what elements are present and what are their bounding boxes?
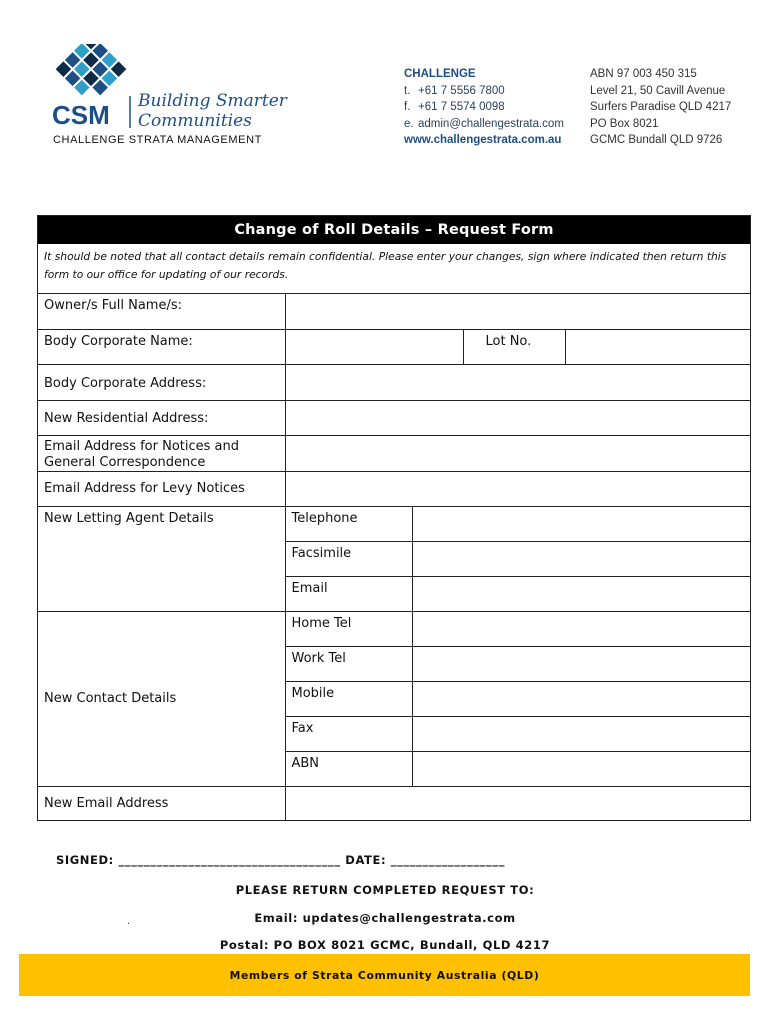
lot-field[interactable] (565, 329, 750, 364)
email-notices-field[interactable] (285, 435, 750, 471)
logo-abbrev: CSM (52, 100, 110, 130)
email-notices-label: Email Address for Notices and General Correspondence (38, 435, 285, 471)
abn-label: ABN (285, 751, 412, 786)
address-block (590, 66, 760, 149)
email-levy-field[interactable] (285, 471, 750, 506)
letting-facsimile-field[interactable] (412, 541, 750, 576)
date-label: DATE: (345, 853, 387, 867)
home-tel-label: Home Tel (285, 611, 412, 646)
owner-field[interactable] (285, 294, 750, 329)
logo-diamond-mark (48, 44, 298, 154)
email-levy-label: Email Address for Levy Notices (38, 471, 285, 506)
contact-name: CHALLENGE (404, 68, 476, 80)
stray-mark: . (127, 917, 130, 927)
fax-field[interactable] (412, 716, 750, 751)
fax-label: Fax (285, 716, 412, 751)
body-corp-name-label: Body Corporate Name: (38, 329, 285, 364)
body-corp-address-label: Body Corporate Address: (38, 364, 285, 400)
request-form (37, 215, 751, 821)
letting-telephone-label: Telephone (285, 506, 412, 541)
mobile-label: Mobile (285, 681, 412, 716)
address-line-2: Surfers Paradise QLD 4217 (590, 101, 732, 113)
address-line-3: PO Box 8021 (590, 117, 659, 130)
new-contact-label: New Contact Details (38, 611, 285, 786)
contact-fax: +61 7 5574 0098 (418, 101, 505, 113)
letting-telephone-field[interactable] (412, 506, 750, 541)
owner-label: Owner/s Full Name/s: (38, 294, 285, 329)
address-abn: ABN 97 003 450 315 (590, 68, 697, 80)
new-email-label: New Email Address (38, 786, 285, 820)
return-postal: Postal: PO BOX 8021 GCMC, Bundall, QLD 4217 (219, 938, 551, 952)
work-tel-field[interactable] (412, 646, 750, 681)
signed-blank[interactable]: ___________________________________ (118, 853, 341, 867)
body-corp-address-field[interactable] (285, 364, 750, 400)
form-title: Change of Roll Details – Request Form (38, 216, 750, 244)
mobile-field[interactable] (412, 681, 750, 716)
form-table (38, 294, 750, 820)
confidential-note: It should be noted that all contact details remain confidential. Please enter your changes, sign where indicated then return this form to our office for updating of our records. (38, 244, 750, 294)
abn-field[interactable] (412, 751, 750, 786)
work-tel-label: Work Tel (285, 646, 412, 681)
csm-logo (48, 44, 298, 154)
contact-phone: +61 7 5556 7800 (418, 84, 505, 97)
address-line-1: Level 21, 50 Cavill Avenue (590, 84, 726, 97)
new-res-address-field[interactable] (285, 400, 750, 435)
letting-agent-label: New Letting Agent Details (38, 506, 285, 611)
lot-label: Lot No. (463, 329, 565, 364)
new-res-address-label: New Residential Address: (38, 400, 285, 435)
address-line-4: GCMC Bundall QLD 9726 (590, 134, 723, 146)
contact-email: admin@challengestrata.com (418, 117, 564, 130)
letting-email-label: Email (285, 576, 412, 611)
date-blank[interactable]: __________________ (390, 853, 506, 867)
contact-email-row: e. admin@challengestrata.com (404, 117, 564, 130)
return-heading: PLEASE RETURN COMPLETED REQUEST TO: (235, 883, 535, 897)
logo-tagline-1: Building Smarter (138, 91, 287, 111)
signature-line (56, 853, 716, 867)
letting-facsimile-label: Facsimile (285, 541, 412, 576)
contact-website: www.challengestrata.com.au (404, 134, 562, 146)
return-email: Email: updates@challengestrata.com (254, 911, 516, 925)
contact-block (404, 66, 589, 149)
contact-fax-row: f. +61 7 5574 0098 (404, 101, 505, 113)
home-tel-field[interactable] (412, 611, 750, 646)
new-email-field[interactable] (285, 786, 750, 820)
logo-tagline-2: Communities (138, 111, 252, 131)
body-corp-name-field[interactable] (285, 329, 463, 364)
signed-label: SIGNED: (56, 853, 114, 867)
contact-phone-row: t. +61 7 5556 7800 (404, 84, 505, 97)
membership-banner: Members of Strata Community Australia (QLD) (19, 954, 750, 996)
letting-email-field[interactable] (412, 576, 750, 611)
logo-company-name: CHALLENGE STRATA MANAGEMENT (53, 134, 262, 146)
